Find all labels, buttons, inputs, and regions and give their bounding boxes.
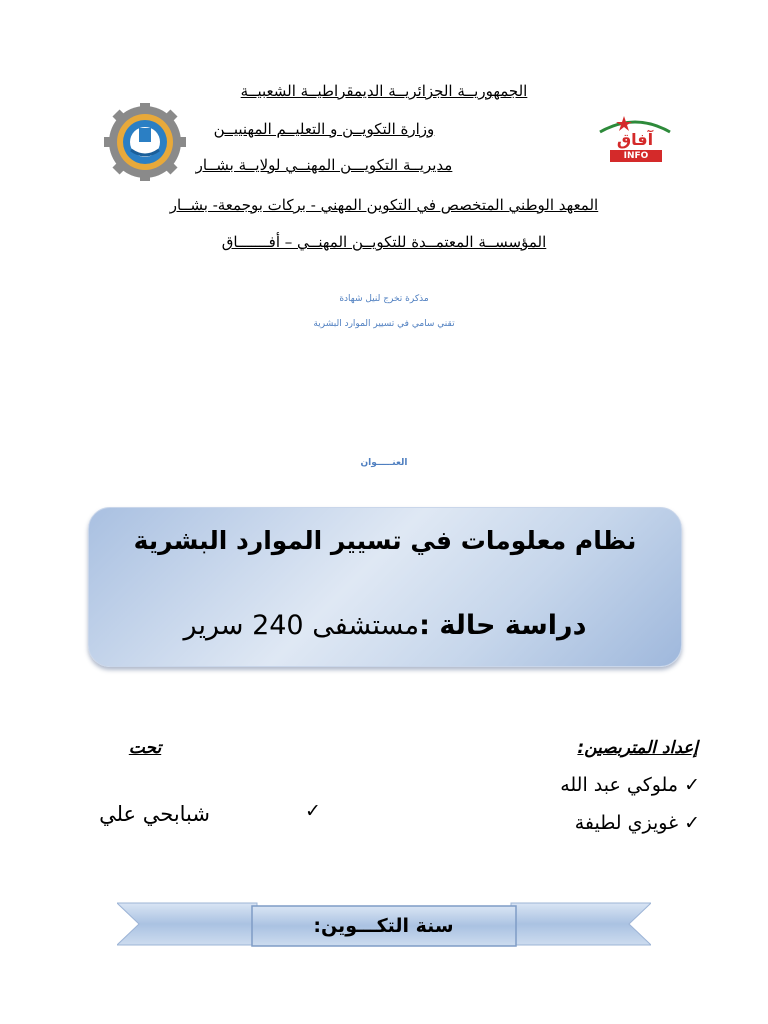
header-directorate: مديريــة التكويـــن المهنــي لولايــة بشــار bbox=[195, 156, 453, 174]
student-name-1: ملوكي عبد الله bbox=[560, 774, 679, 796]
title-box bbox=[88, 507, 682, 667]
title-label: العنـــــوان bbox=[360, 458, 408, 468]
thesis-title: نظام معلومات في تسيير الموارد البشرية bbox=[133, 526, 637, 555]
student-name-2: غويزي لطيفة bbox=[574, 812, 679, 834]
student-row-2 bbox=[470, 812, 700, 834]
students-heading: إعداد المتربصين: bbox=[577, 738, 698, 758]
header-institute: المعهد الوطني المتخصص في التكوين المهني - بركات بوجمعة- بشــار bbox=[169, 196, 599, 214]
thesis-subtitle: مذكرة تخرج لنيل شهادة bbox=[339, 294, 429, 304]
training-year-label: سنة التكـــوين: bbox=[313, 915, 454, 937]
header-ministry: وزارة التكويــن و التعليــم المهنييــن bbox=[213, 120, 435, 138]
check-icon: ✓ bbox=[305, 800, 321, 822]
header-republic: الجمهوريــة الجزائريــة الديمقراطيــة الشعبيــة bbox=[240, 82, 528, 100]
case-study-value: مستشفى 240 سرير bbox=[183, 610, 420, 641]
supervisor-heading: تحت bbox=[128, 738, 162, 758]
case-study-label: دراسة حالة : bbox=[419, 610, 587, 641]
header-establishment: المؤسســة المعتمــدة للتكويــن المهنــي – أفـــــــاق bbox=[221, 233, 547, 251]
afaq-logo-text: آفاق bbox=[616, 130, 654, 149]
check-icon: ✓ bbox=[684, 812, 700, 834]
afaq-logo-info: INFO bbox=[623, 151, 649, 161]
case-study-line bbox=[89, 608, 681, 644]
degree-subtitle: تقني سامي في تسيير الموارد البشرية bbox=[313, 319, 455, 329]
check-icon: ✓ bbox=[684, 774, 700, 796]
student-row-1 bbox=[470, 774, 700, 796]
supervisor-name: شبابحي علي bbox=[99, 802, 210, 826]
